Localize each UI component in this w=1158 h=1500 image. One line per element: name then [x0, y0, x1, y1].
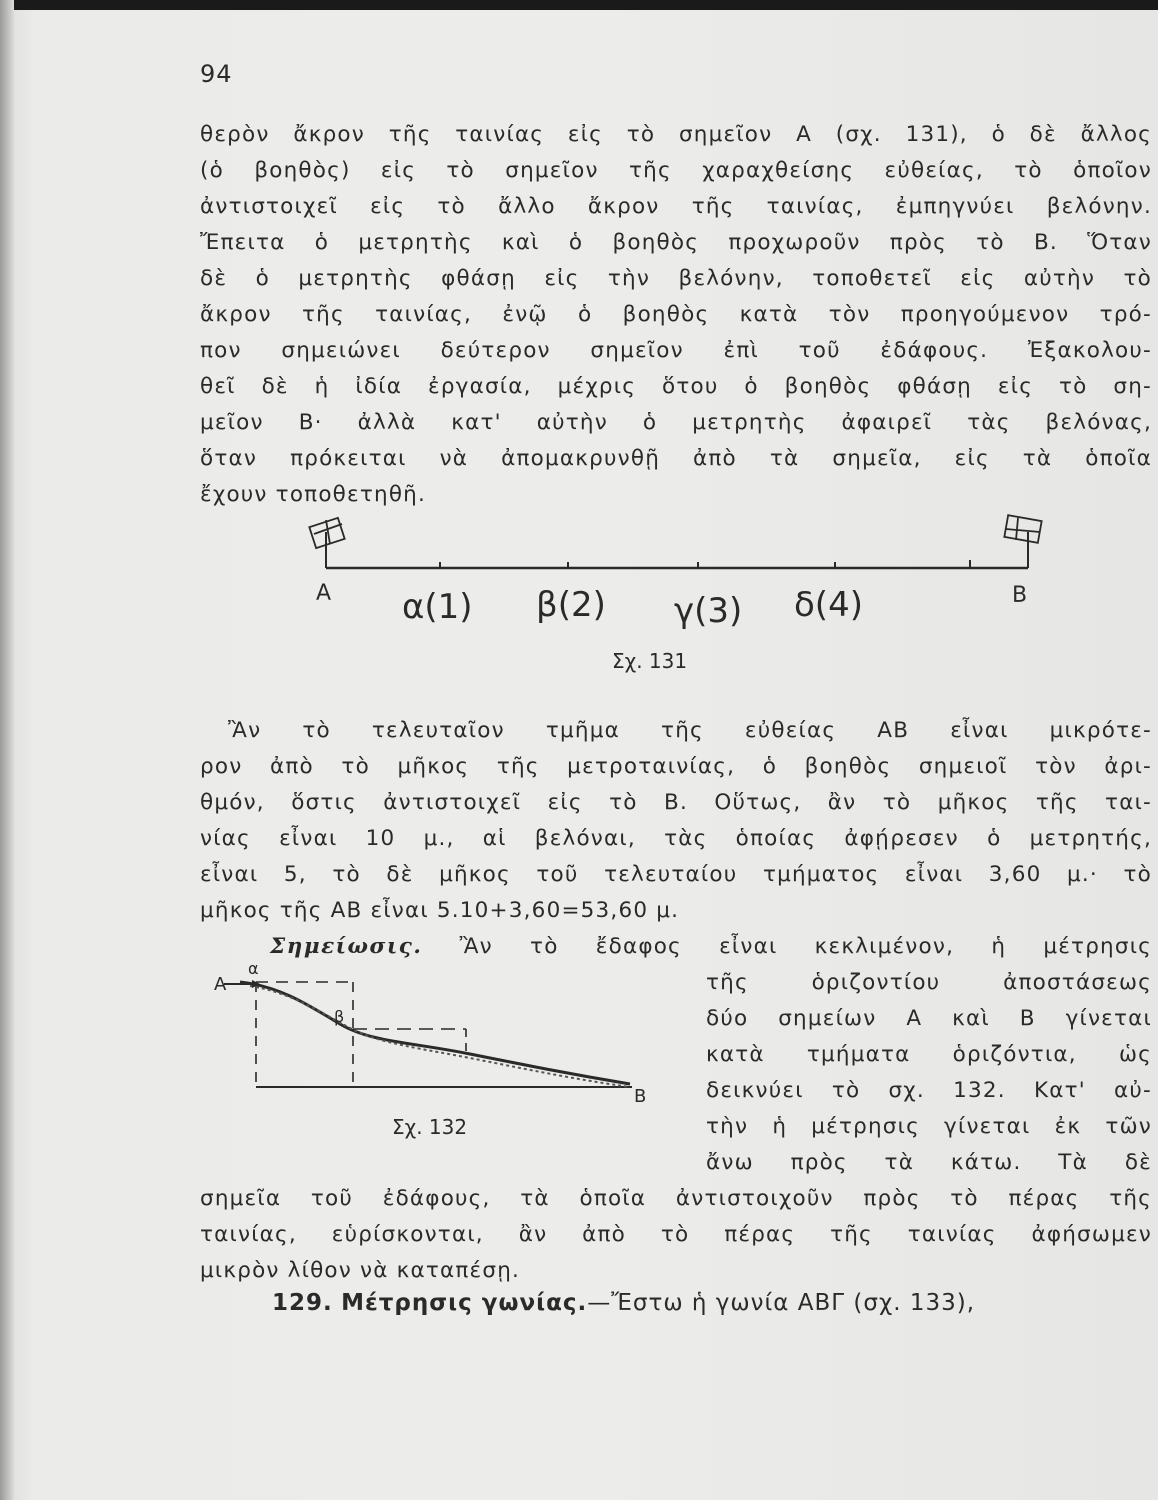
label-point-b: Β: [634, 1086, 647, 1107]
text-line: τὴν ἡ μέτρησις γίνεται ἐκ τῶν: [706, 1114, 1152, 1139]
label-point-b: Β: [1012, 583, 1028, 608]
text-line: ἀντιστοιχεῖ εἰς τὸ ἄλλο ἄκρον τῆς ταινίας, ἐμπηγνύει βελόνην.: [200, 194, 1152, 219]
text-line: δὲ ὁ μετρητὴς φθάσῃ εἰς τὴν βελόνην, τοποθετεῖ εἰς αὐτὴν τὸ: [200, 266, 1152, 291]
text-line: ταινίας, εὑρίσκονται, ἂν ἀπὸ τὸ πέρας τῆς ταινίας ἀφήσωμεν: [200, 1222, 1152, 1247]
label-beta-2: β(2): [536, 585, 606, 625]
text-line: δύο σημείων Α καὶ Β γίνεται: [706, 1006, 1152, 1031]
text-line: ὅταν πρόκειται νὰ ἀπομακρυνθῇ ἀπὸ τὰ σημεῖα, εἰς τὰ ὁποῖα: [200, 446, 1152, 471]
text-line: μικρὸν λίθον νὰ καταπέσῃ.: [200, 1258, 521, 1283]
text-line: κατὰ τμήματα ὁριζόντια, ὡς: [706, 1042, 1152, 1067]
scan-top-edge: [0, 0, 1158, 10]
text-line: θεῖ δὲ ἡ ἰδία ἐργασία, μέχρις ὅτου ὁ βοηθὸς φθάσῃ εἰς τὸ ση-: [200, 374, 1152, 399]
page-number: 94: [200, 60, 233, 88]
scan-left-edge: [0, 0, 14, 1500]
text-line: μῆκος τῆς ΑΒ εἶναι 5.10+3,60=53,60 μ.: [200, 898, 680, 923]
ground-slope: [240, 982, 630, 1084]
figure-131: [290, 510, 1070, 680]
label-delta-4: δ(4): [794, 585, 863, 625]
text-line: ἄκρον τῆς ταινίας, ἐνῷ ὁ βοηθὸς κατὰ τὸν προηγούμενον τρό-: [200, 302, 1152, 327]
text-line: Ἂν τὸ τελευταῖον τμῆμα τῆς εὐθείας ΑΒ εἶναι μικρότε-: [228, 718, 1152, 743]
text-line: τῆς ὁριζοντίου ἀποστάσεως: [706, 970, 1152, 995]
flag-b-icon: [1004, 515, 1041, 543]
text-line: εἶναι 5, τὸ δὲ μῆκος τοῦ τελευταίου τμήματος εἶναι 3,60 μ.· τὸ: [200, 862, 1152, 887]
label-beta: β: [334, 1007, 345, 1026]
caption-fig131: Σχ. 131: [612, 649, 688, 673]
text-line: ρον ἀπὸ τὸ μῆκος τῆς μετροταινίας, ὁ βοηθὸς σημειοῖ τὸν ἀρι-: [200, 754, 1152, 779]
section-title: Μέτρησις γωνίας.: [341, 1290, 588, 1316]
text-line: πον σημειώνει δεύτερον σημεῖον ἐπὶ τοῦ ἐδάφους. Ἐξακολου-: [200, 338, 1152, 363]
figure-132: [210, 956, 670, 1146]
text-line: ἄνω πρὸς τὰ κάτω. Τὰ δὲ: [706, 1150, 1152, 1175]
text-line: μεῖον Β· ἀλλὰ κατ' αὐτὴν ὁ μετρητὴς ἀφαιρεῖ τὰς βελόνας,: [200, 410, 1152, 435]
text-line: (ὁ βοηθὸς) εἰς τὸ σημεῖον τῆς χαραχθείσης εὐθείας, τὸ ὁποῖον: [200, 158, 1152, 183]
label-gamma-3: γ(3): [674, 591, 743, 631]
text-line: σημεῖα τοῦ ἐδάφους, τὰ ὁποῖα ἀντιστοιχοῦν πρὸς τὸ πέρας τῆς: [200, 1186, 1152, 1211]
caption-fig132: Σχ. 132: [392, 1115, 468, 1139]
label-alpha-1: α(1): [402, 587, 473, 627]
note-title: Σημείωσις.: [270, 934, 423, 959]
text-line: νίας εἶναι 10 μ., αἱ βελόναι, τὰς ὁποίας ἀφῄρεσεν ὁ μετρητής,: [200, 826, 1152, 851]
text-line: θμόν, ὅστις ἀντιστοιχεῖ εἰς τὸ Β. Οὕτως, ἂν τὸ μῆκος τῆς ται-: [200, 790, 1152, 815]
text-line: θερὸν ἄκρον τῆς ταινίας εἰς τὸ σημεῖον Α (σχ. 131), ὁ δὲ ἄλλος: [200, 122, 1152, 147]
text-line: ἔχουν τοποθετηθῆ.: [200, 482, 427, 507]
section-text: —Ἔστω ἡ γωνία ΑΒΓ (σχ. 133),: [587, 1290, 976, 1316]
label-point-a: Α: [316, 581, 332, 606]
label-point-a: Α: [214, 974, 227, 995]
label-alpha: α: [248, 959, 259, 978]
note-first-line: Ἂν τὸ ἔδαφος εἶναι κεκλιμένον, ἡ μέτρησις: [459, 934, 1152, 959]
text-line: δεικνύει τὸ σχ. 132. Κατ' αὐ-: [706, 1078, 1152, 1103]
section-129: [272, 1290, 1152, 1316]
text-line: Ἔπειτα ὁ μετρητὴς καὶ ὁ βοηθὸς προχωροῦν πρὸς τὸ Β. Ὅταν: [200, 230, 1152, 255]
ground-hatching: [250, 986, 630, 1087]
section-number: 129.: [272, 1290, 333, 1316]
